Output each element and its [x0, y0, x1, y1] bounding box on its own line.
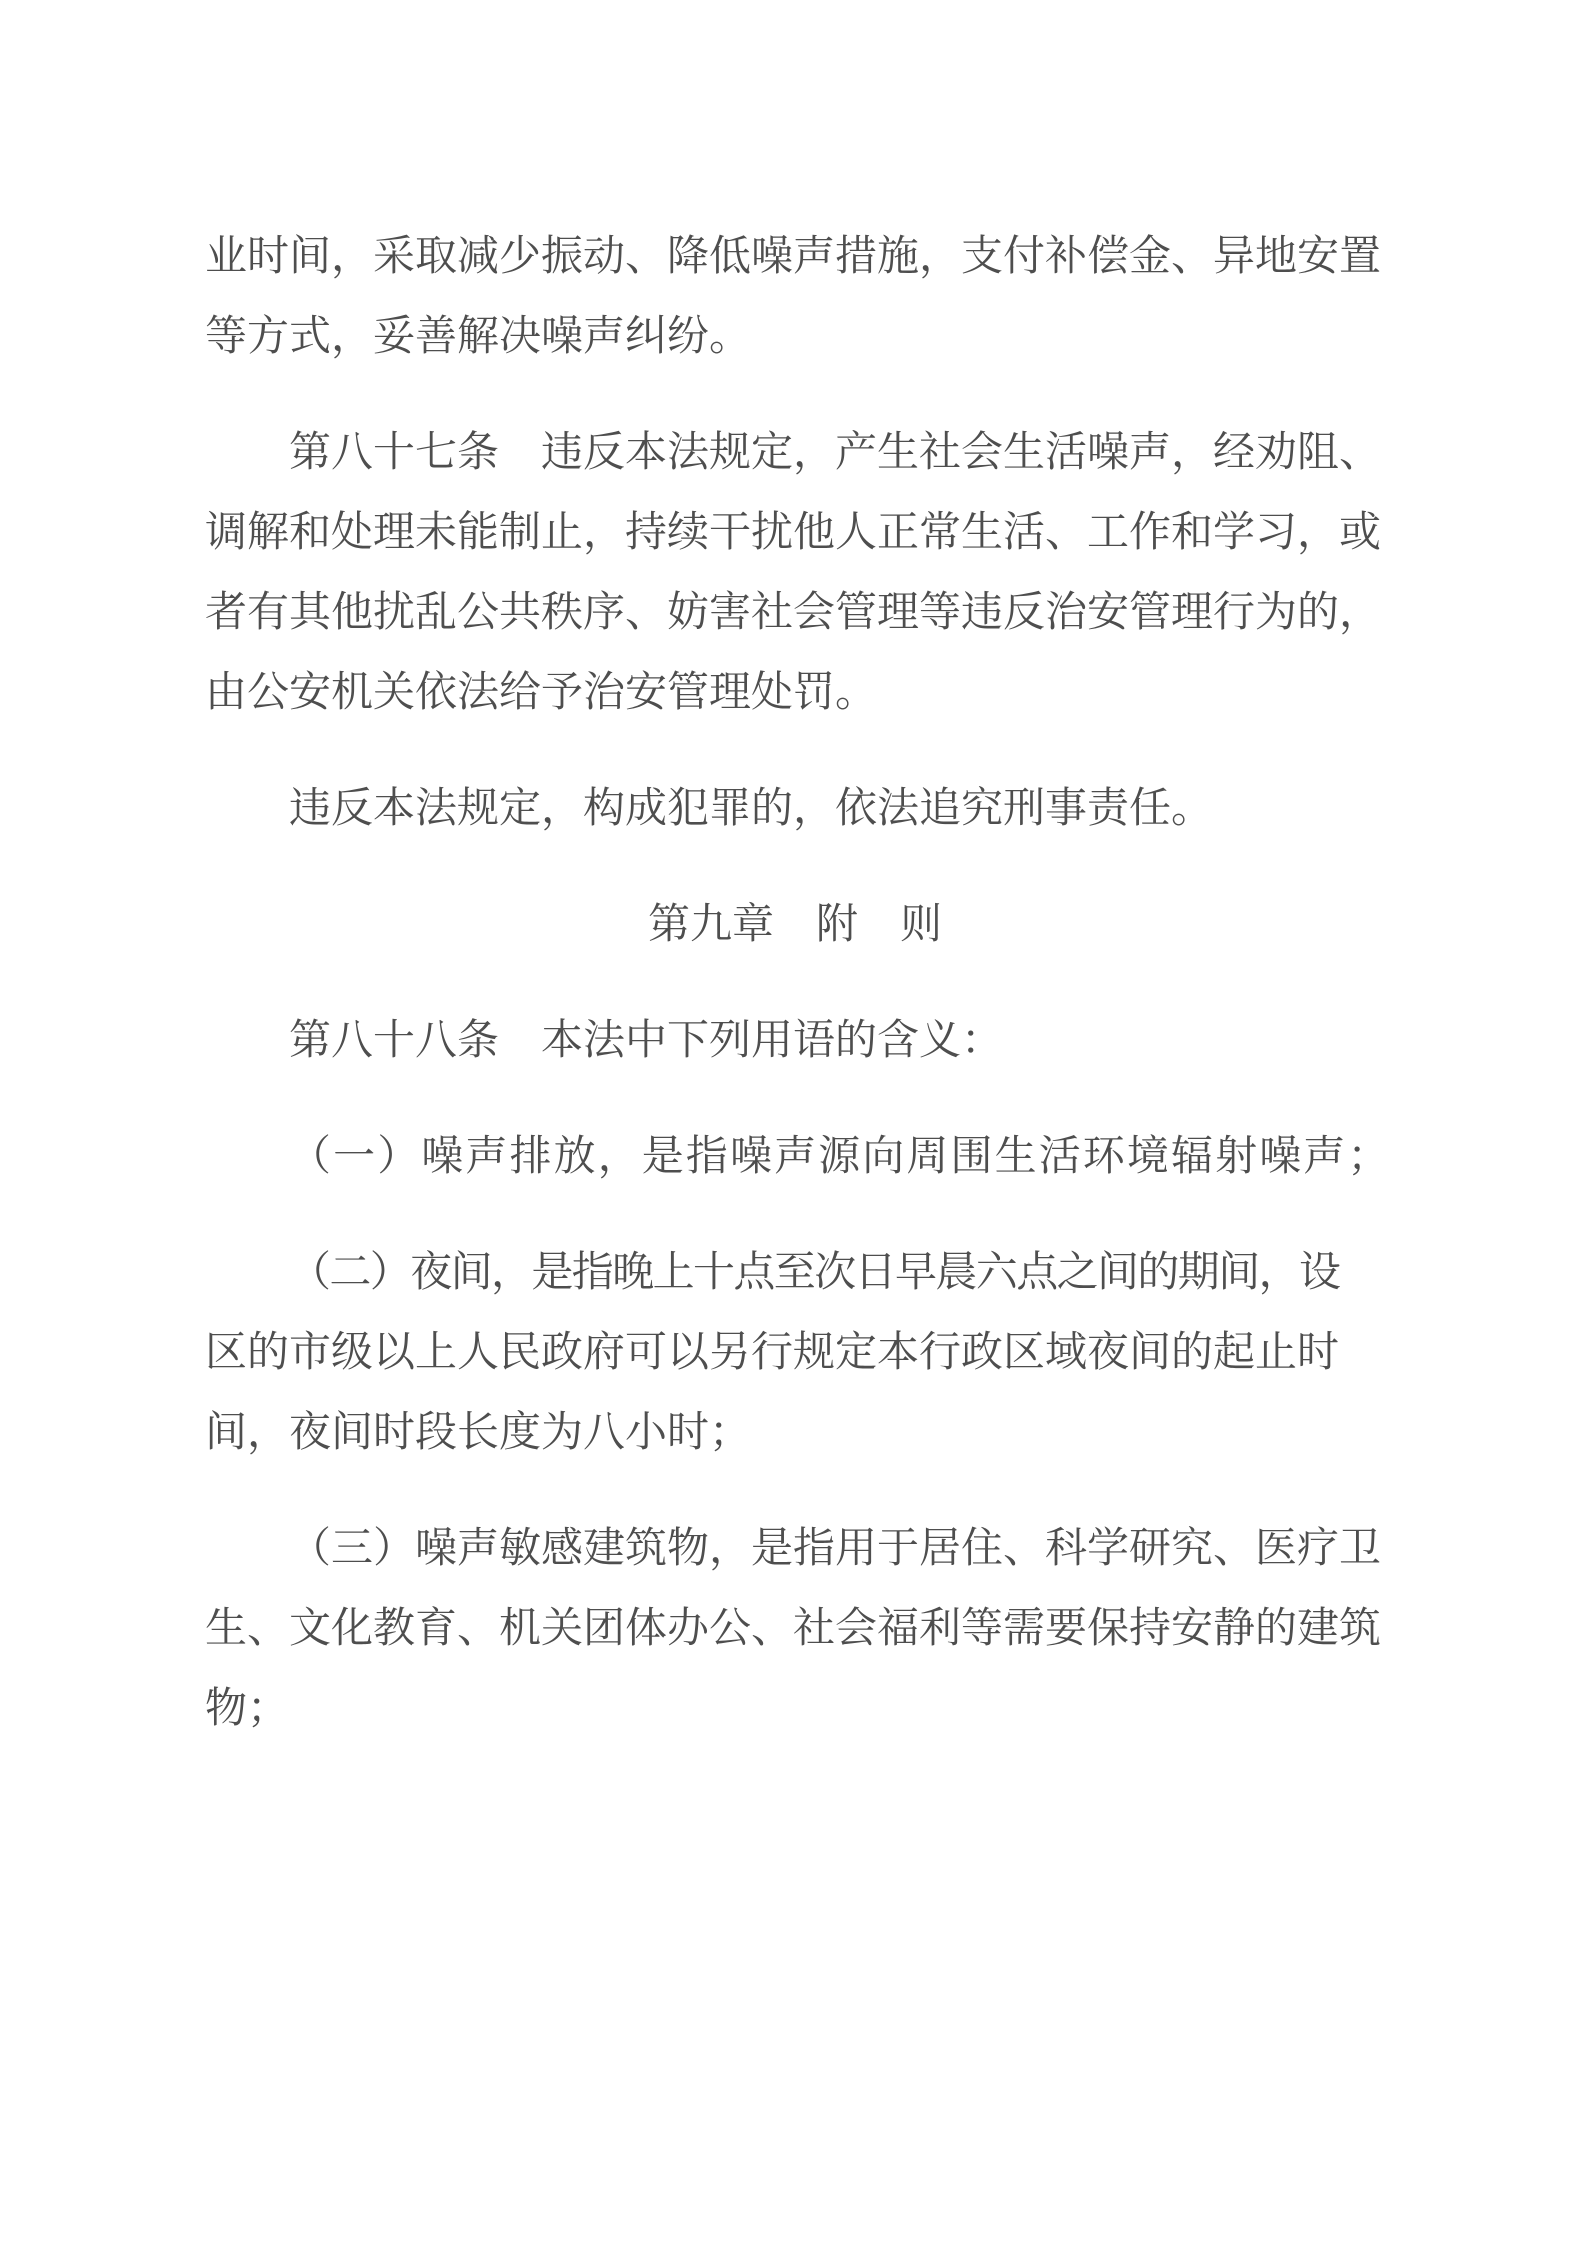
text-line: 者有其他扰乱公共秩序、妨害社会管理等违反治安管理行为的，	[205, 587, 1382, 636]
text-line: 由公安机关依法给予治安管理处罚。	[205, 667, 878, 716]
text-line: （二）夜间，是指晚上十点至次日早晨六点之间的期间，设	[289, 1247, 1340, 1296]
text-line: （一）噪声排放，是指噪声源向周围生活环境辐射噪声；	[289, 1131, 1392, 1180]
paragraph-2	[205, 768, 1385, 848]
text-line: 物；	[205, 1683, 290, 1732]
paragraph-5	[205, 1116, 1392, 1196]
paragraph-1	[205, 412, 1385, 732]
text-line: 区的市级以上人民政府可以另行规定本行政区域夜间的起止时	[205, 1327, 1340, 1376]
text-line: 第八十七条 违反本法规定，产生社会生活噪声，经劝阻、	[289, 427, 1382, 476]
chapter-heading: 第九章 附 则	[647, 899, 942, 948]
paragraph-0	[205, 216, 1385, 376]
text-line: 等方式，妥善解决噪声纠纷。	[205, 311, 752, 360]
text-line: 第八十八条 本法中下列用语的含义：	[289, 1015, 1004, 1064]
text-line: 调解和处理未能制止，持续干扰他人正常生活、工作和学习，或	[205, 507, 1382, 556]
paragraph-7	[205, 1508, 1385, 1748]
text-line: 间，夜间时段长度为八小时；	[205, 1407, 752, 1456]
paragraph-4	[205, 1000, 1385, 1080]
text-line: 违反本法规定，构成犯罪的，依法追究刑事责任。	[289, 783, 1214, 832]
text-line: 业时间，采取减少振动、降低噪声措施，支付补偿金、异地安置	[205, 231, 1382, 280]
text-line: （三）噪声敏感建筑物，是指用于居住、科学研究、医疗卫	[289, 1523, 1382, 1572]
paragraph-6	[205, 1232, 1385, 1472]
text-line: 生、文化教育、机关团体办公、社会福利等需要保持安静的建筑	[205, 1603, 1382, 1652]
